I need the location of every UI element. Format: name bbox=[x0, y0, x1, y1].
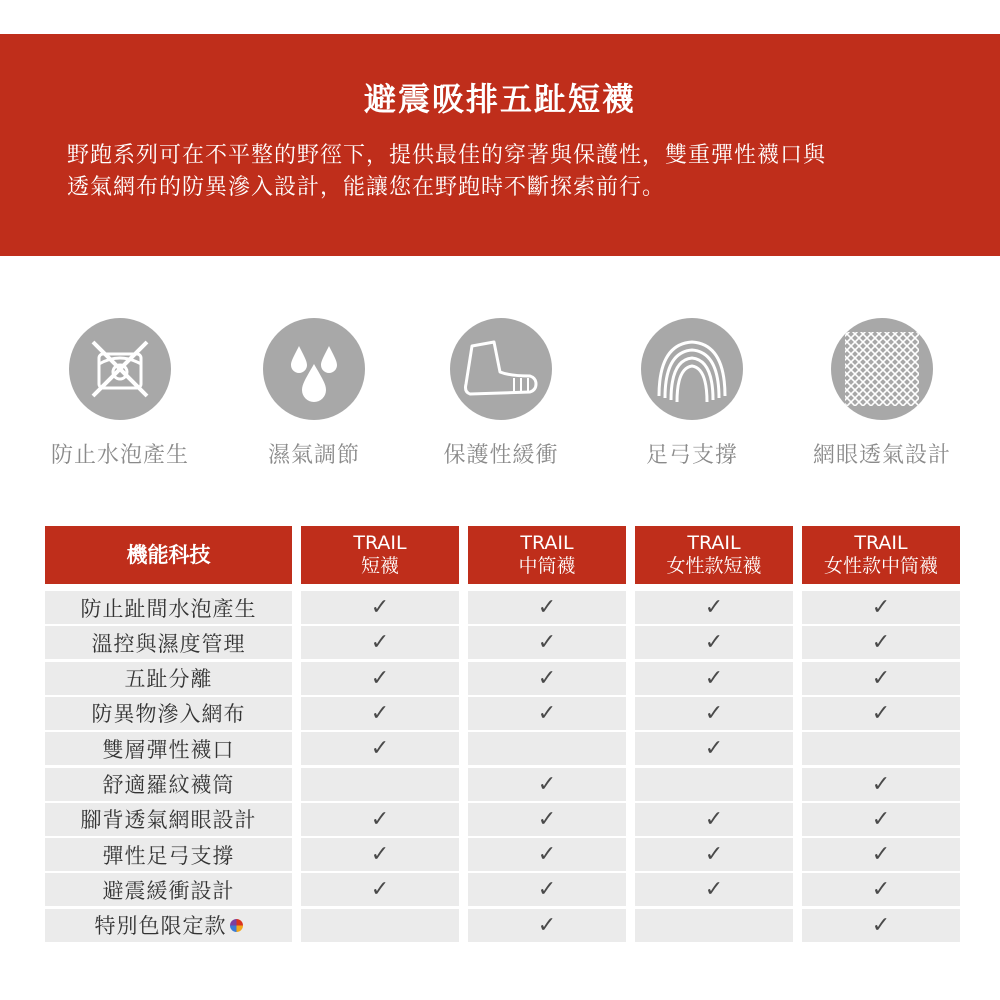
table-row-label bbox=[45, 803, 292, 836]
empty-cell bbox=[635, 768, 793, 801]
column-header-line1: TRAIL bbox=[687, 532, 741, 554]
feature-arch bbox=[607, 318, 777, 469]
column-header-line1: TRAIL bbox=[854, 532, 908, 554]
check-icon: ✓ bbox=[871, 912, 891, 938]
feature-label: 濕氣調節 bbox=[267, 443, 360, 468]
check-mark-cell bbox=[468, 909, 626, 942]
table-row-label bbox=[45, 591, 292, 624]
check-icon: ✓ bbox=[537, 806, 557, 832]
check-icon: ✓ bbox=[537, 665, 557, 691]
table-corner-header bbox=[45, 526, 292, 584]
check-mark-cell bbox=[468, 838, 626, 871]
row-label-text: 特別色限定款 bbox=[94, 914, 227, 939]
check-icon: ✓ bbox=[871, 630, 891, 656]
check-icon: ✓ bbox=[704, 806, 724, 832]
row-label-text: 腳背透氣網眼設計 bbox=[80, 808, 257, 833]
check-icon: ✓ bbox=[871, 665, 891, 691]
check-icon: ✓ bbox=[871, 842, 891, 868]
check-mark-cell bbox=[802, 909, 960, 942]
empty-cell bbox=[635, 909, 793, 942]
check-mark-cell bbox=[635, 626, 793, 659]
water-drops-icon bbox=[263, 318, 365, 420]
column-header-line2: 女性款短襪 bbox=[666, 555, 762, 577]
feature-label: 足弓支撐 bbox=[645, 443, 738, 468]
empty-cell bbox=[802, 732, 960, 765]
check-mark-cell bbox=[301, 732, 459, 765]
column-header-line2: 短襪 bbox=[360, 555, 399, 577]
table-row-label bbox=[45, 732, 292, 765]
feature-label: 防止水泡產生 bbox=[50, 443, 189, 468]
check-mark-cell bbox=[802, 697, 960, 730]
feature-no-blister bbox=[35, 318, 205, 469]
column-header-trail-crew bbox=[468, 526, 626, 584]
check-mark-cell bbox=[301, 626, 459, 659]
check-icon: ✓ bbox=[871, 806, 891, 832]
table-row-label bbox=[45, 768, 292, 801]
row-label-text: 彈性足弓支撐 bbox=[102, 843, 235, 868]
foot-icon bbox=[450, 318, 552, 420]
check-mark-cell bbox=[635, 873, 793, 906]
row-label-text: 五趾分離 bbox=[124, 667, 213, 692]
check-icon: ✓ bbox=[370, 842, 390, 868]
feature-mesh bbox=[797, 318, 967, 469]
column-header-trail-womens-crew bbox=[802, 526, 960, 584]
feature-cushion bbox=[416, 318, 586, 469]
check-mark-cell bbox=[468, 768, 626, 801]
check-icon: ✓ bbox=[537, 877, 557, 903]
check-icon: ✓ bbox=[370, 806, 390, 832]
row-label-text: 溫控與濕度管理 bbox=[91, 631, 246, 656]
check-icon: ✓ bbox=[537, 630, 557, 656]
row-label-text: 舒適羅紋襪筒 bbox=[102, 773, 235, 797]
row-label-text: 雙層彈性襪口 bbox=[102, 737, 235, 762]
check-mark-cell bbox=[802, 662, 960, 695]
check-mark-cell bbox=[635, 697, 793, 730]
table-row-label bbox=[45, 662, 292, 695]
check-icon: ✓ bbox=[704, 630, 724, 656]
check-icon: ✓ bbox=[370, 877, 390, 903]
check-icon: ✓ bbox=[370, 630, 390, 656]
arch-support-icon bbox=[641, 318, 743, 420]
no-blister-icon bbox=[69, 318, 171, 420]
check-mark-cell bbox=[635, 838, 793, 871]
check-mark-cell bbox=[468, 873, 626, 906]
check-icon: ✓ bbox=[370, 700, 390, 726]
row-label-text: 避震緩衝設計 bbox=[102, 878, 235, 903]
check-icon: ✓ bbox=[537, 842, 557, 868]
empty-cell bbox=[301, 909, 459, 942]
mesh-icon bbox=[831, 318, 933, 420]
table-row-label bbox=[45, 909, 292, 942]
header-banner bbox=[0, 34, 1000, 256]
table-corner-label: 機能科技 bbox=[126, 542, 211, 567]
page-title: 避震吸排五趾短襪 bbox=[363, 80, 636, 118]
check-icon: ✓ bbox=[537, 700, 557, 726]
check-icon: ✓ bbox=[704, 736, 724, 762]
check-mark-cell bbox=[301, 838, 459, 871]
check-mark-cell bbox=[802, 873, 960, 906]
check-icon: ✓ bbox=[704, 700, 724, 726]
description-line-1: 野跑系列可在不平整的野徑下，提供最佳的穿著與保護性，雙重彈性襪口與 bbox=[67, 143, 827, 168]
table-row-label bbox=[45, 838, 292, 871]
check-icon: ✓ bbox=[871, 877, 891, 903]
check-mark-cell bbox=[802, 626, 960, 659]
check-mark-cell bbox=[301, 873, 459, 906]
check-mark-cell bbox=[635, 732, 793, 765]
column-header-line1: TRAIL bbox=[520, 532, 574, 554]
check-icon: ✓ bbox=[704, 842, 724, 868]
column-header-trail-womens-short bbox=[635, 526, 793, 584]
description-line-2: 透氣網布的防異滲入設計，能讓您在野跑時不斷探索前行。 bbox=[67, 175, 666, 200]
check-icon: ✓ bbox=[704, 877, 724, 903]
column-header-line2: 中筒襪 bbox=[518, 555, 576, 577]
check-icon: ✓ bbox=[871, 700, 891, 726]
check-mark-cell bbox=[468, 803, 626, 836]
check-mark-cell bbox=[468, 662, 626, 695]
check-mark-cell bbox=[301, 697, 459, 730]
check-mark-cell bbox=[635, 591, 793, 624]
feature-label: 網眼透氣設計 bbox=[812, 443, 951, 468]
feature-label: 保護性緩衝 bbox=[443, 443, 559, 468]
row-label-text: 防止趾間水泡產生 bbox=[80, 596, 257, 621]
row-label-text: 防異物滲入網布 bbox=[91, 702, 246, 727]
check-mark-cell bbox=[468, 591, 626, 624]
check-icon: ✓ bbox=[871, 771, 891, 797]
column-header-trail-short bbox=[301, 526, 459, 584]
column-header-line2: 女性款中筒襪 bbox=[823, 555, 938, 577]
check-mark-cell bbox=[301, 803, 459, 836]
check-icon: ✓ bbox=[370, 595, 390, 620]
check-icon: ✓ bbox=[370, 665, 390, 691]
empty-cell bbox=[468, 732, 626, 765]
check-icon: ✓ bbox=[370, 736, 390, 762]
empty-cell bbox=[301, 768, 459, 801]
check-mark-cell bbox=[468, 697, 626, 730]
product-description bbox=[67, 140, 947, 204]
check-icon: ✓ bbox=[704, 665, 724, 691]
check-icon: ✓ bbox=[704, 595, 724, 620]
check-icon: ✓ bbox=[871, 595, 891, 620]
check-mark-cell bbox=[468, 626, 626, 659]
check-mark-cell bbox=[301, 591, 459, 624]
check-mark-cell bbox=[635, 803, 793, 836]
check-icon: ✓ bbox=[537, 771, 557, 797]
check-mark-cell bbox=[802, 591, 960, 624]
table-row-label bbox=[45, 873, 292, 906]
feature-moisture bbox=[229, 318, 399, 469]
table-row-label bbox=[45, 626, 292, 659]
column-header-line1: TRAIL bbox=[353, 532, 407, 554]
check-mark-cell bbox=[802, 838, 960, 871]
check-icon: ✓ bbox=[537, 595, 557, 620]
color-dot-icon bbox=[230, 919, 243, 932]
check-mark-cell bbox=[635, 662, 793, 695]
check-mark-cell bbox=[802, 768, 960, 801]
check-icon: ✓ bbox=[537, 912, 557, 938]
table-row-label bbox=[45, 697, 292, 730]
check-mark-cell bbox=[802, 803, 960, 836]
check-mark-cell bbox=[301, 662, 459, 695]
